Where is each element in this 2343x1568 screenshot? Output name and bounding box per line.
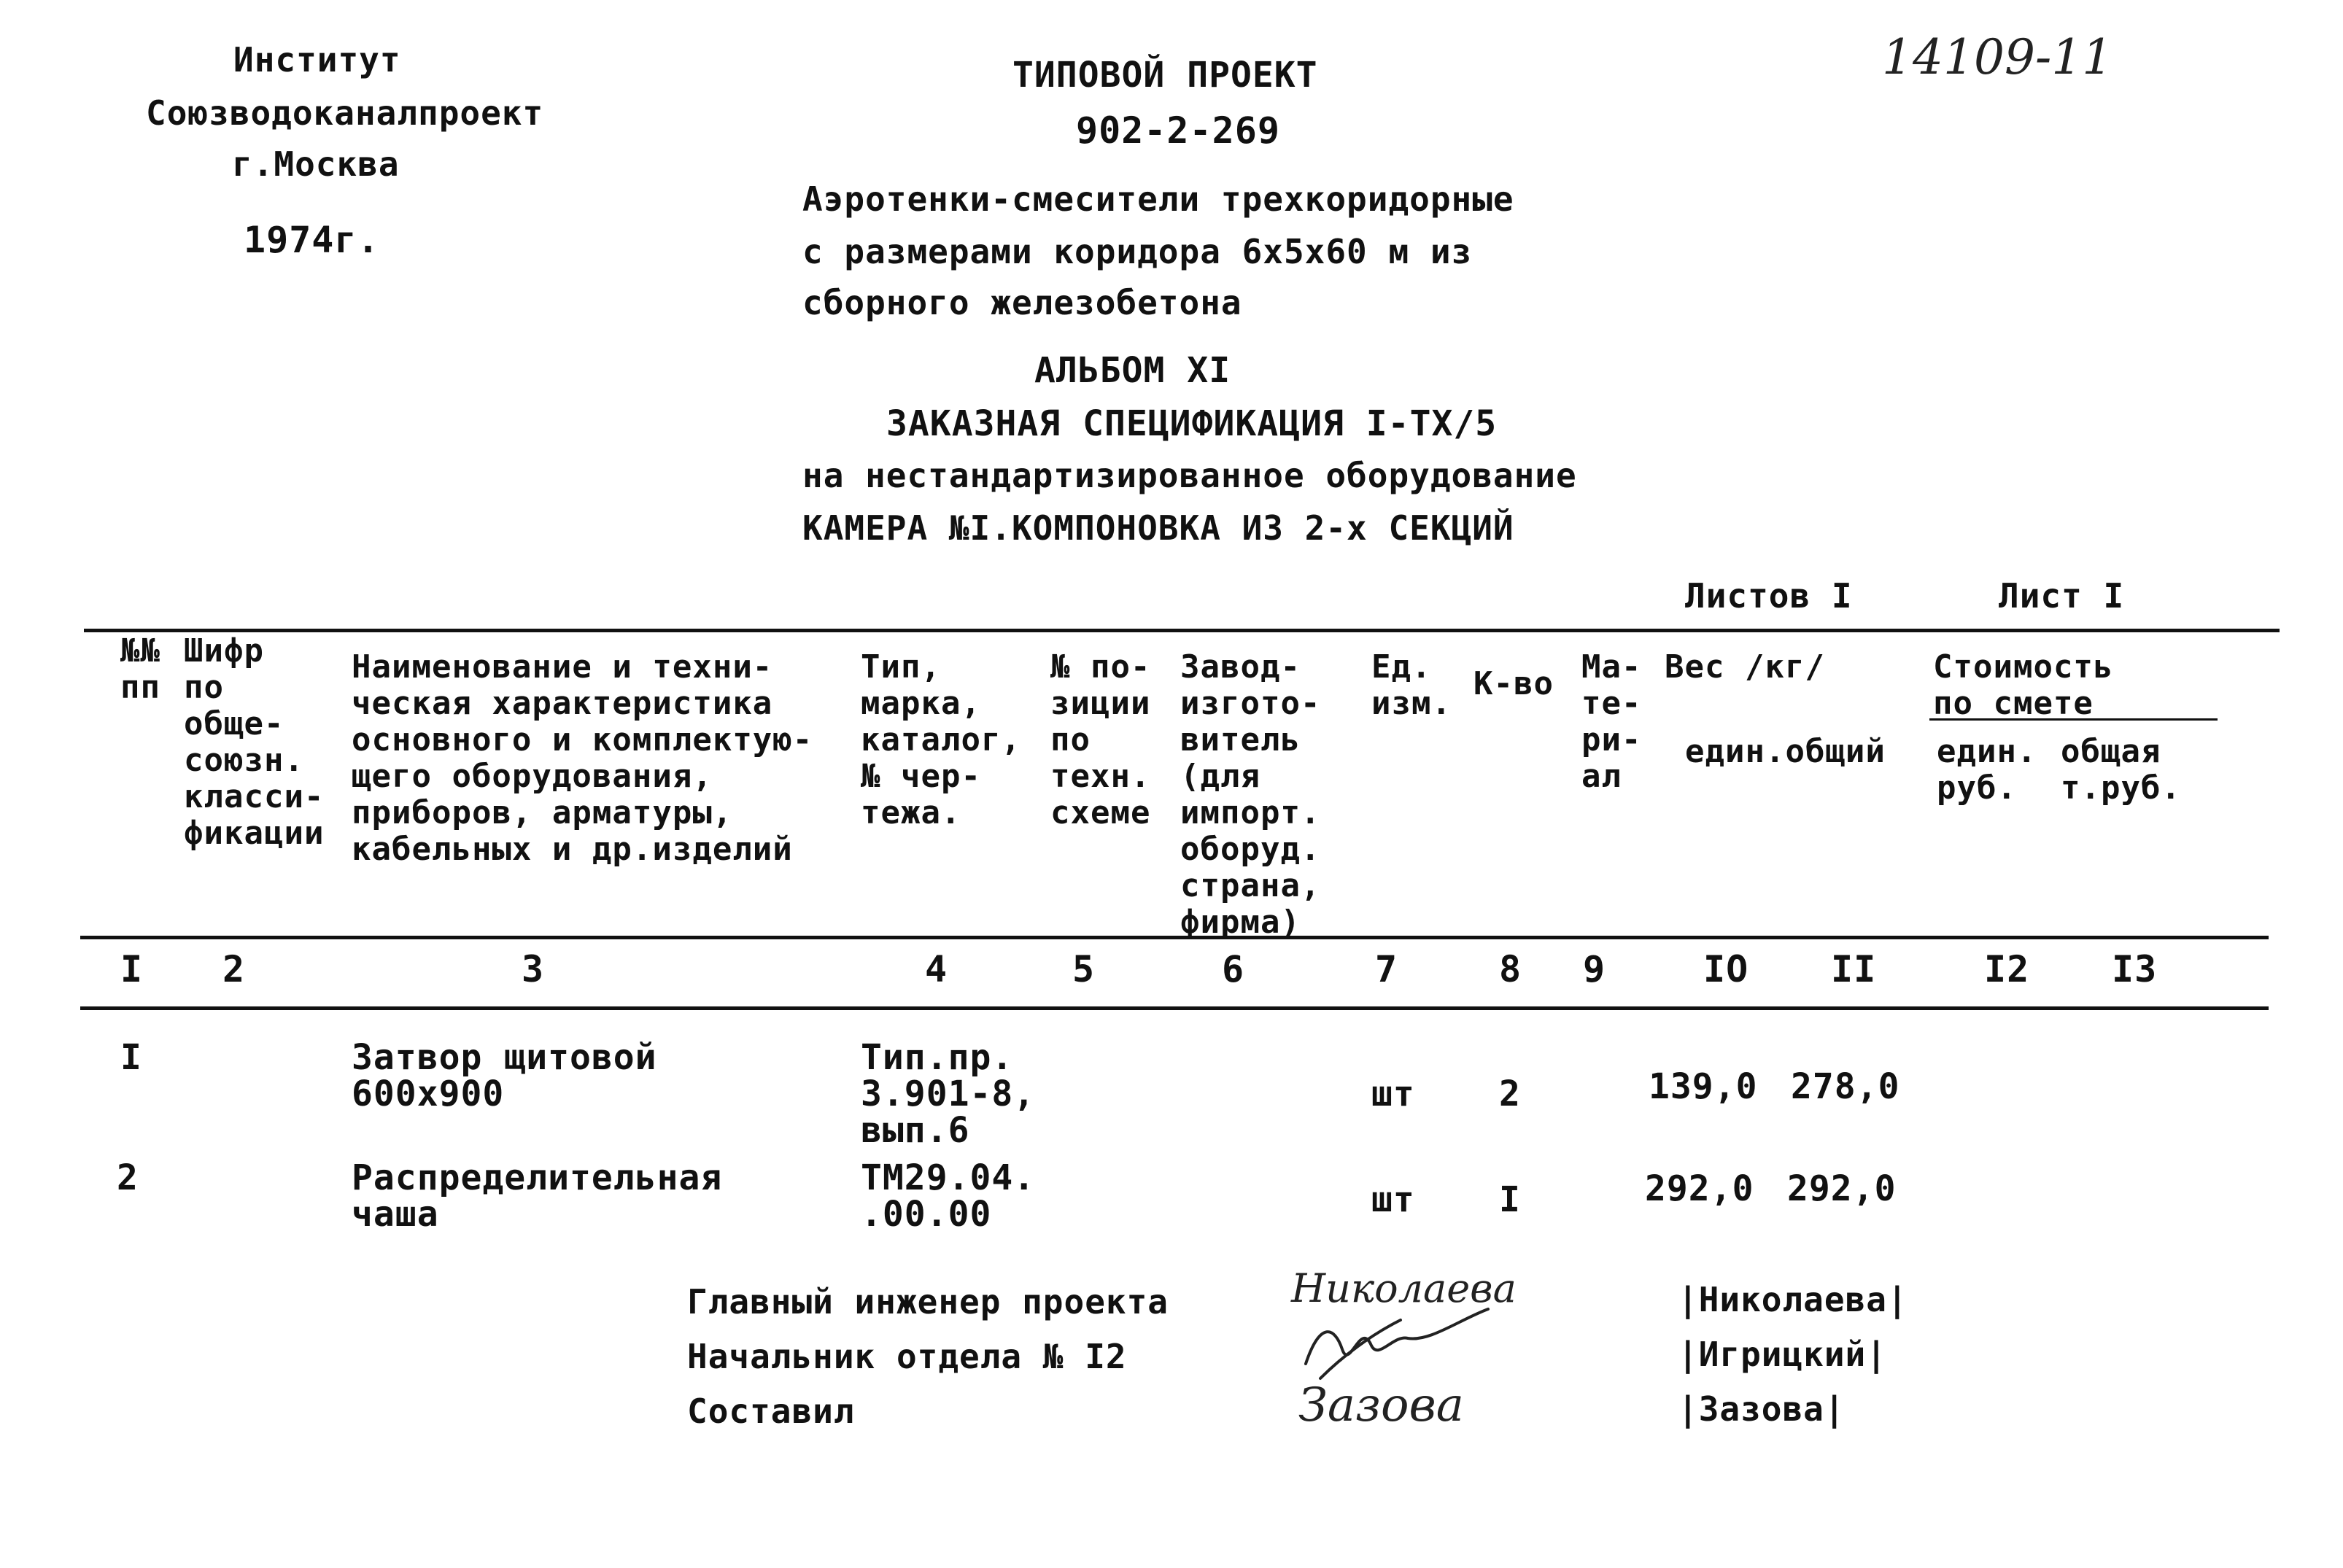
header-cost-unit: един. руб. [1937, 733, 2037, 807]
header-manufacturer: Завод- изгото- витель (для импорт. оборуд. страна, фирма) [1180, 648, 1321, 941]
chamber-title: КАМЕРА №I.КОМПОНОВКА ИЗ 2-х СЕКЦИЙ [802, 508, 1514, 548]
table-row-2-qty: I [1499, 1179, 1521, 1220]
project-desc-line3: сборного железобетона [802, 283, 1242, 322]
col-number: 2 [222, 948, 246, 990]
institute-year: 1974г. [244, 219, 380, 261]
institute-line1: Институт [233, 40, 401, 79]
project-desc-line1: Аэротенки-смесители трехкоридорные [802, 179, 1514, 219]
column-numbers-rule [80, 1006, 2269, 1010]
col-number: II [1831, 948, 1877, 990]
signature-role-department-head: Начальник отдела № I2 [687, 1337, 1127, 1376]
document-number: 14109-11 [1882, 29, 2113, 85]
sheet-number: Лист I [1999, 576, 2125, 616]
handwritten-signature-nikolaeva: Николаева [1291, 1265, 1517, 1311]
institute-line2: Союзводоканалпроект [146, 93, 544, 133]
col-number: 6 [1222, 948, 1245, 990]
header-row-number: №№ пп [120, 632, 160, 706]
handwritten-signature-zazova: Зазова [1298, 1378, 1464, 1432]
spec-title: ЗАКАЗНАЯ СПЕЦИФИКАЦИЯ I-ТХ/5 [886, 403, 1498, 444]
handwritten-signature-igritsky [1291, 1305, 1510, 1386]
header-material: Ма- те- ри- ал [1581, 648, 1642, 795]
header-name-characteristics: Наименование и техни- ческая характеристика основного и комплектую- щего оборудования, приборов, арматуры, кабельных и др.изделий [352, 648, 813, 868]
table-row-1-name: Затвор щитовой 600х900 [352, 1037, 657, 1114]
table-row-1-weight-unit: 139,0 [1649, 1066, 1758, 1107]
header-cost-total: общая т.руб. [2061, 733, 2181, 807]
header-unit: Ед. изм. [1371, 648, 1452, 722]
col-number: 4 [925, 948, 948, 990]
header-type-mark: Тип, марка, каталог, № чер- тежа. [861, 648, 1021, 831]
header-position: № по- зиции по техн. схеме [1050, 648, 1151, 831]
header-quantity: К-во [1473, 665, 1554, 702]
table-row-2-weight-unit: 292,0 [1645, 1168, 1754, 1209]
col-number: I [120, 948, 144, 990]
col-number: 5 [1072, 948, 1096, 990]
signature-role-chief-engineer: Главный инженер проекта [687, 1282, 1169, 1321]
signature-name-igritsky: |Игрицкий| [1678, 1335, 1887, 1374]
table-row-2-name: Распределительная чаша [352, 1157, 723, 1235]
col-number: I3 [2112, 948, 2158, 990]
signature-name-zazova: |Зазова| [1678, 1389, 1846, 1429]
album-title: АЛЬБОМ XI [1034, 350, 1231, 391]
table-row-2-type: ТМ29.04. .00.00 [861, 1157, 1036, 1235]
table-row-1-number: I [120, 1037, 142, 1078]
project-number: 902-2-269 [1076, 109, 1280, 152]
project-desc-line2: с размерами коридора 6х5х60 м из [802, 232, 1473, 271]
col-number: 3 [522, 948, 545, 990]
header-cost: Стоимость по смете [1933, 648, 2114, 722]
col-number: 9 [1583, 948, 1606, 990]
table-row-1-weight-total: 278,0 [1791, 1066, 1900, 1107]
table-row-1-type: Тип.пр. 3.901-8, вып.6 [861, 1037, 1036, 1151]
sheets-total: Листов I [1685, 576, 1853, 616]
table-row-2-unit: шт [1371, 1179, 1415, 1220]
institute-line3: г.Москва [232, 144, 400, 184]
col-number: 7 [1375, 948, 1398, 990]
table-row-2-weight-total: 292,0 [1787, 1168, 1897, 1209]
header-weight-sub: един.общий [1685, 733, 1886, 770]
table-row-2-number: 2 [117, 1157, 139, 1198]
signature-name-nikolaeva: |Николаева| [1678, 1280, 1908, 1319]
table-top-rule [84, 629, 2280, 632]
header-bottom-rule [80, 936, 2269, 939]
header-weight: Вес /кг/ [1665, 648, 1825, 686]
header-classification-code: Шифр по обще- союзн. класси- фикации [184, 632, 325, 852]
table-row-1-qty: 2 [1499, 1074, 1521, 1114]
spec-description: на нестандартизированное оборудование [802, 456, 1577, 495]
col-number: 8 [1499, 948, 1522, 990]
col-number: I2 [1984, 948, 2030, 990]
col-number: IO [1703, 948, 1749, 990]
project-title: ТИПОВОЙ ПРОЕКТ [1012, 55, 1318, 96]
table-row-1-unit: шт [1371, 1074, 1415, 1114]
signature-role-compiler: Составил [687, 1392, 855, 1431]
